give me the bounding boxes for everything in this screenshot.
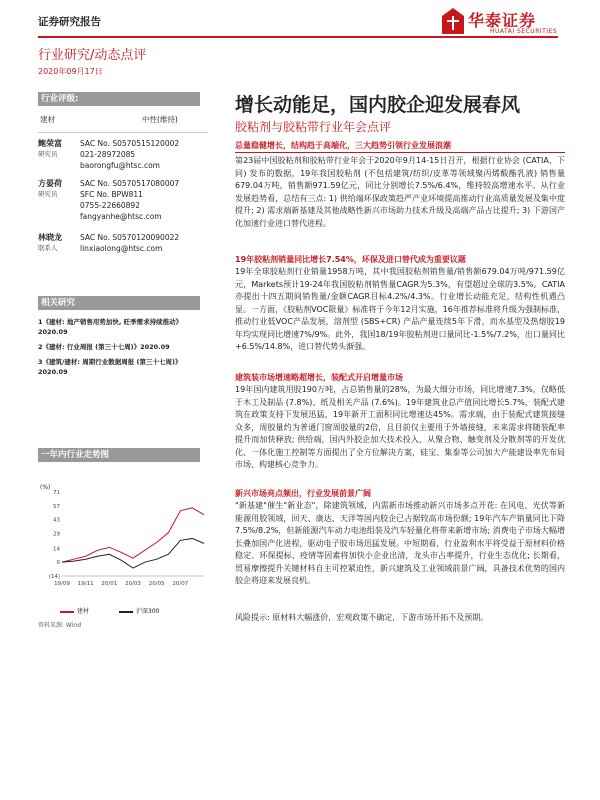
section-body-3: 19年国内建筑用胶190万吨，占总销售量的28%，为最大细分市场，同比增速7.3%，仅略低于木工及制品 (7.8%)、纸及相关产品 (7.6%)。19年建筑业总产值同比增长5.7%，装配式建筑在政策支持下发展迅猛，19年新开工面积同比增速达45%。需求端，由于装配式建筑接缝众多，周胶量约为普通门窗周胶量的2倍，且目前仅主要用于外墙接缝，未来需求将随装配率提升而加快释放; 供给端，国内外胶企加大技术投入，从聚合物、触变剂及分散剂等的开发优化、一体化施工控制等方面提出了全方位解决方案，硅宝、集泰等公司加大产能建设率先布局市场、构建核心竞争力。: [235, 385, 565, 469]
x-tick-label: 19/11: [77, 581, 94, 587]
section-heading-1: 总量稳健增长，结构趋于高端化，三大趋势引领行业发展浪潮: [235, 141, 451, 150]
series-line-0: [62, 508, 204, 562]
x-tick-label: 20/07: [172, 581, 189, 587]
y-tick-label: 57: [53, 503, 60, 510]
logo-cn: 华泰证券: [468, 11, 537, 30]
y-tick-label: 43: [53, 517, 60, 524]
legend-item-building: [60, 606, 89, 615]
analyst-role: 联系人: [38, 244, 58, 252]
report-title: 增长动能足，国内胶企迎发展春风: [235, 94, 521, 116]
legend-item-csi300: [119, 606, 159, 615]
sac-number: SAC No. S0570120090022: [80, 233, 180, 242]
chart-source: 资料来源: Wind: [38, 622, 82, 629]
industry-trend-chart: [38, 480, 208, 590]
huatai-logo: [442, 6, 572, 40]
analyst-role: 研究员: [38, 150, 58, 158]
related-item-2[interactable]: 2《建材: 行业周报 (第三十七周)》2020.09: [38, 343, 170, 351]
x-tick-label: 19/09: [54, 581, 70, 587]
legend-label: 建材: [77, 608, 90, 615]
analyst-name: 方晏荷: [38, 179, 62, 188]
related-item-1[interactable]: 1《建材: 地产销售用势加快, 旺季需求持续推动》 2020.09: [38, 318, 183, 336]
report-label: 证券研究报告: [38, 16, 101, 28]
y-tick-label: 14: [53, 546, 60, 553]
trend-section-header: 一年内行业走势图: [38, 448, 200, 462]
analyst-name: 林晓龙: [38, 233, 62, 242]
analyst-contact-3: [80, 232, 179, 254]
huatai-logo-icon: [442, 8, 464, 34]
section-body-1: 第23届中国胶粘剂和胶粘带行业年会于2020年9月14-15日召开，根据行业协会 (CATIA，下同) 发布的数据，19年我国胶粘剂 (不包括建筑/纺织/皮革等领域聚丙烯酸酯乳液) 销售量679.04万吨，销售额971.59亿元，同比分别增长7.5%/6.4%，维持较高增速水平。从行业发展趋势看，总结有三点: 1) 供给端环保政策趋严产业环境提高推动行业高质量发展及集中度提升; 2) 需求端新基建及其他战略性新兴市场助力技术升级及高端产品占比提升; 3) 下游国产化加速行业进口替代进程。: [235, 156, 565, 228]
header-divider: [38, 36, 558, 38]
y-tick-label: 0: [56, 560, 60, 567]
risk-warning: 风险提示: 原材料大幅涨价，宏观政策不确定，下游市场开拓不及预期。: [235, 613, 489, 622]
rating-section-header: 行业评级:: [38, 92, 200, 106]
industry-rating: 中性(维持): [142, 115, 178, 124]
analyst-name: 鲍荣富: [38, 139, 62, 148]
sac-number: SAC No. S0570515120002: [80, 139, 180, 148]
report-date: 2020年09月17日: [38, 67, 103, 76]
analyst-block-2: [38, 178, 62, 198]
section-body-2: 19年全球胶粘剂行业销量1958万吨，其中我国胶粘剂销售量/销售额679.04万吨/971.59亿元，Markets预计19-24年我国胶粘剂销售量CAGR为5.3%，有望超过全球的3.5%。CATIA亦提出十四五期间销售量/金额CAGR目标4.2%/4.3%。行业增长动能充足，结构性机遇凸显。一方面，《胶粘剂VOC限量》标准将于今年12月实施，16年推荐标准将升级为强制标准，推动行业低VOC产品发展，溶剂型 (SBS+CR) 产品产量连续5年下滑，而水基型及热熔胶19年均实现同比增速7%/9%。此外，我国18/19年胶粘剂进口量同比-1.5%/7.2%，出口量同比+6.5%/14.8%，进口替代势头渐强。: [235, 267, 565, 351]
x-tick-label: 20/03: [125, 581, 141, 587]
legend-label: 沪深300: [136, 608, 160, 615]
analyst-block-1: [38, 138, 62, 158]
doc-type: 行业研究/动态点评: [38, 48, 147, 63]
section-rule-1: [235, 152, 565, 153]
y-unit-label: (%): [40, 484, 51, 491]
rating-divider: [38, 132, 208, 133]
analyst-block-3: [38, 232, 62, 252]
section-heading-4: 新兴市场亮点频出，行业发展前景广阔: [235, 489, 371, 498]
series-line-1: [62, 538, 204, 568]
y-tick-label: 71: [53, 490, 60, 496]
report-subtitle: 胶粘剂与胶粘带行业年会点评: [235, 120, 392, 134]
analyst-contact-1: [80, 138, 179, 171]
y-tick-label: (14): [48, 574, 60, 580]
chart-legend: [60, 606, 159, 615]
phone: 021-28972085: [80, 150, 136, 159]
phone: 0755-22660892: [80, 201, 140, 210]
x-tick-label: 20/05: [148, 581, 165, 587]
related-item-3[interactable]: 3《建筑/建材: 周期行业数据周报 (第三十七周)》 2020.09: [38, 358, 182, 376]
email[interactable]: baorongfu@htsc.com: [80, 161, 160, 170]
email[interactable]: fangyanhe@htsc.com: [80, 212, 162, 221]
industry-name: 建材: [40, 115, 55, 124]
analyst-role: 研究员: [38, 190, 58, 198]
email[interactable]: linxiaolong@htsc.com: [80, 244, 163, 253]
y-tick-label: 29: [53, 531, 60, 538]
section-heading-2: 19年胶粘剂销量同比增长7.54%，环保及进口替代成为重要议题: [235, 255, 466, 264]
analyst-contact-2: [80, 178, 179, 222]
sfc-number: SFC No. BPW811: [80, 190, 143, 199]
logo-en: HUATAI SECURITIES: [490, 28, 558, 35]
related-section-header: 相关研究: [38, 296, 200, 310]
sac-number: SAC No. S0570517080007: [80, 179, 180, 188]
section-heading-3: 建筑装市场增速略超增长，装配式开启增量市场: [235, 373, 403, 382]
section-body-4: "新基建"催生"新业态"，除建筑领域，内需新市场推动新兴市场多点开花: 在风电、光伏等新能源用胶领域，回天、康达、天洋等国内胶企已占据较高市场份额; 19年汽车产销量同比下降7.5%/8.2%，但新能源汽车动力电池组装及汽车轻量化将带来新增市场; 消费电子市场大幅增长叠加国产化进程，驱动电子胶市场迅猛发展。中短期看，行业盈利水平将受益于原材料价格稳定、环保提标、疫情等因素将加快小企业出清，龙头市占率提升，行业生态优化; 长期看，贸易摩擦提升关键材料自主可控紧迫性，新兴建筑及工业领域前景广阔，具备技术优势的国内胶企将迎来发展良机。: [235, 501, 565, 585]
x-tick-label: 20/01: [101, 581, 118, 587]
